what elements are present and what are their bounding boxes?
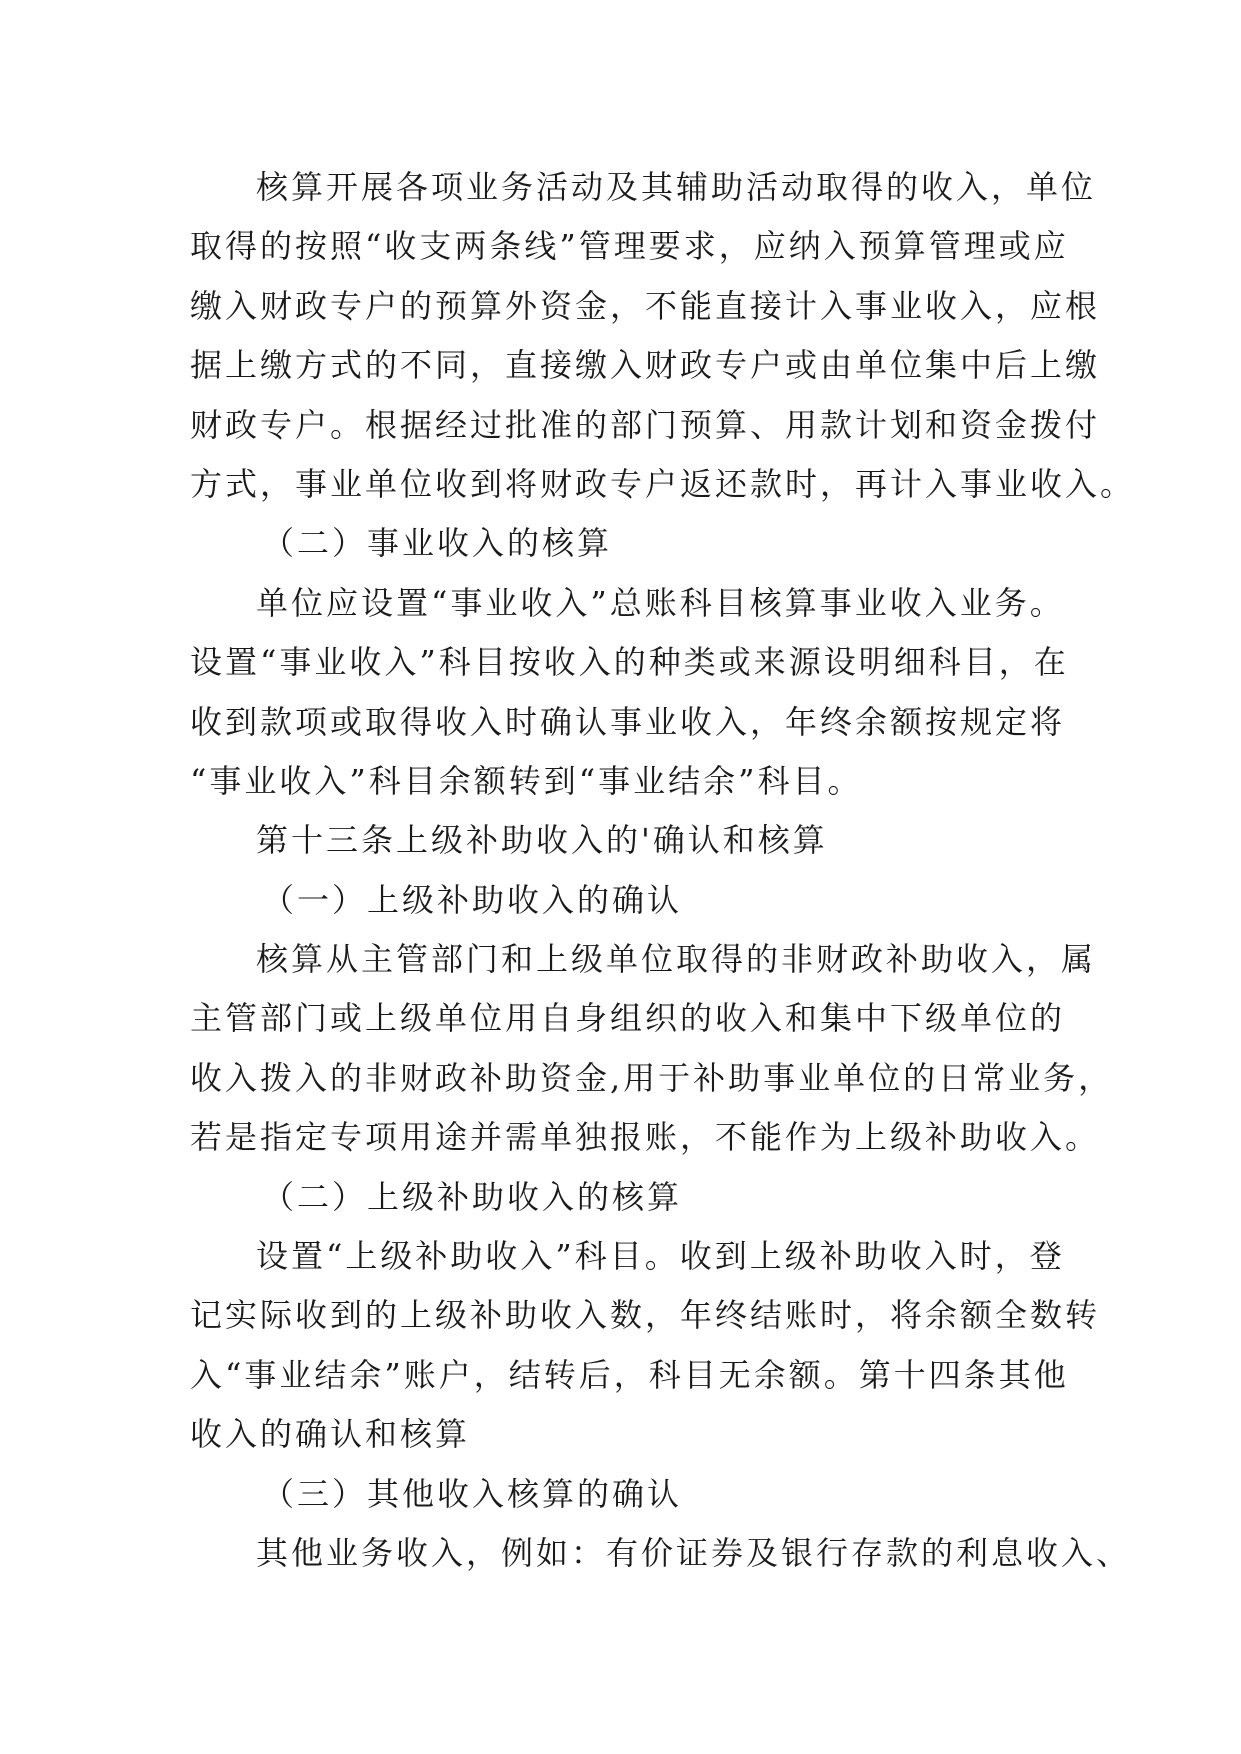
text-line: 方式，事业单位收到将财政专户返还款时，再计入事业收入。 — [190, 464, 1136, 503]
article-heading: 第十三条上级补助收入的'确认和核算 — [256, 821, 828, 860]
text-line: “事业收入”科目余额转到“事业结余”科目。 — [190, 761, 863, 800]
document-body — [190, 158, 1136, 1583]
section-heading: （二）上级补助收入的核算 — [262, 1177, 683, 1216]
text-line: 财政专户。根据经过批准的部门预算、用款计划和资金拨付 — [190, 405, 1101, 444]
text-line: 设置“上级补助收入”科目。收到上级补助收入时，登 — [256, 1237, 1065, 1276]
text-line: 若是指定专项用途并需单独报账，不能作为上级补助收入。 — [190, 1118, 1101, 1157]
text-line: 核算从主管部门和上级单位取得的非财政补助收入，属 — [256, 940, 1097, 979]
section-heading: （三）其他收入核算的确认 — [262, 1474, 683, 1513]
text-line: 主管部门或上级单位用自身组织的收入和集中下级单位的 — [190, 999, 1066, 1038]
text-line: 收到款项或取得收入时确认事业收入，年终余额按规定将 — [190, 702, 1066, 741]
text-line: 收入的确认和核算 — [190, 1415, 471, 1454]
text-line: 据上缴方式的不同，直接缴入财政专户或由单位集中后上缴 — [190, 346, 1101, 385]
text-line: 单位应设置“事业收入”总账科目核算事业收入业务。 — [256, 583, 1065, 622]
text-line: 记实际收到的上级补助收入数，年终结账时，将余额全数转 — [190, 1296, 1101, 1335]
text-line: 设置“事业收入”科目按收入的种类或来源设明细科目，在 — [190, 643, 1069, 682]
text-line: 入“事业结余”账户，结转后，科目无余额。第十四条其他 — [190, 1355, 1069, 1394]
text-line: 缴入财政专户的预算外资金，不能直接计入事业收入，应根 — [190, 286, 1101, 325]
section-heading: （二）事业收入的核算 — [262, 524, 613, 563]
text-line: 收入拨入的非财政补助资金,用于补助事业单位的日常业务， — [190, 1058, 1114, 1097]
text-line: 取得的按照“收支两条线”管理要求，应纳入预算管理或应 — [190, 227, 1069, 266]
section-heading: （一）上级补助收入的确认 — [262, 880, 683, 919]
text-line: 其他业务收入，例如：有价证券及银行存款的利息收入、 — [256, 1533, 1132, 1572]
text-line: 核算开展各项业务活动及其辅助活动取得的收入，单位 — [256, 168, 1097, 206]
